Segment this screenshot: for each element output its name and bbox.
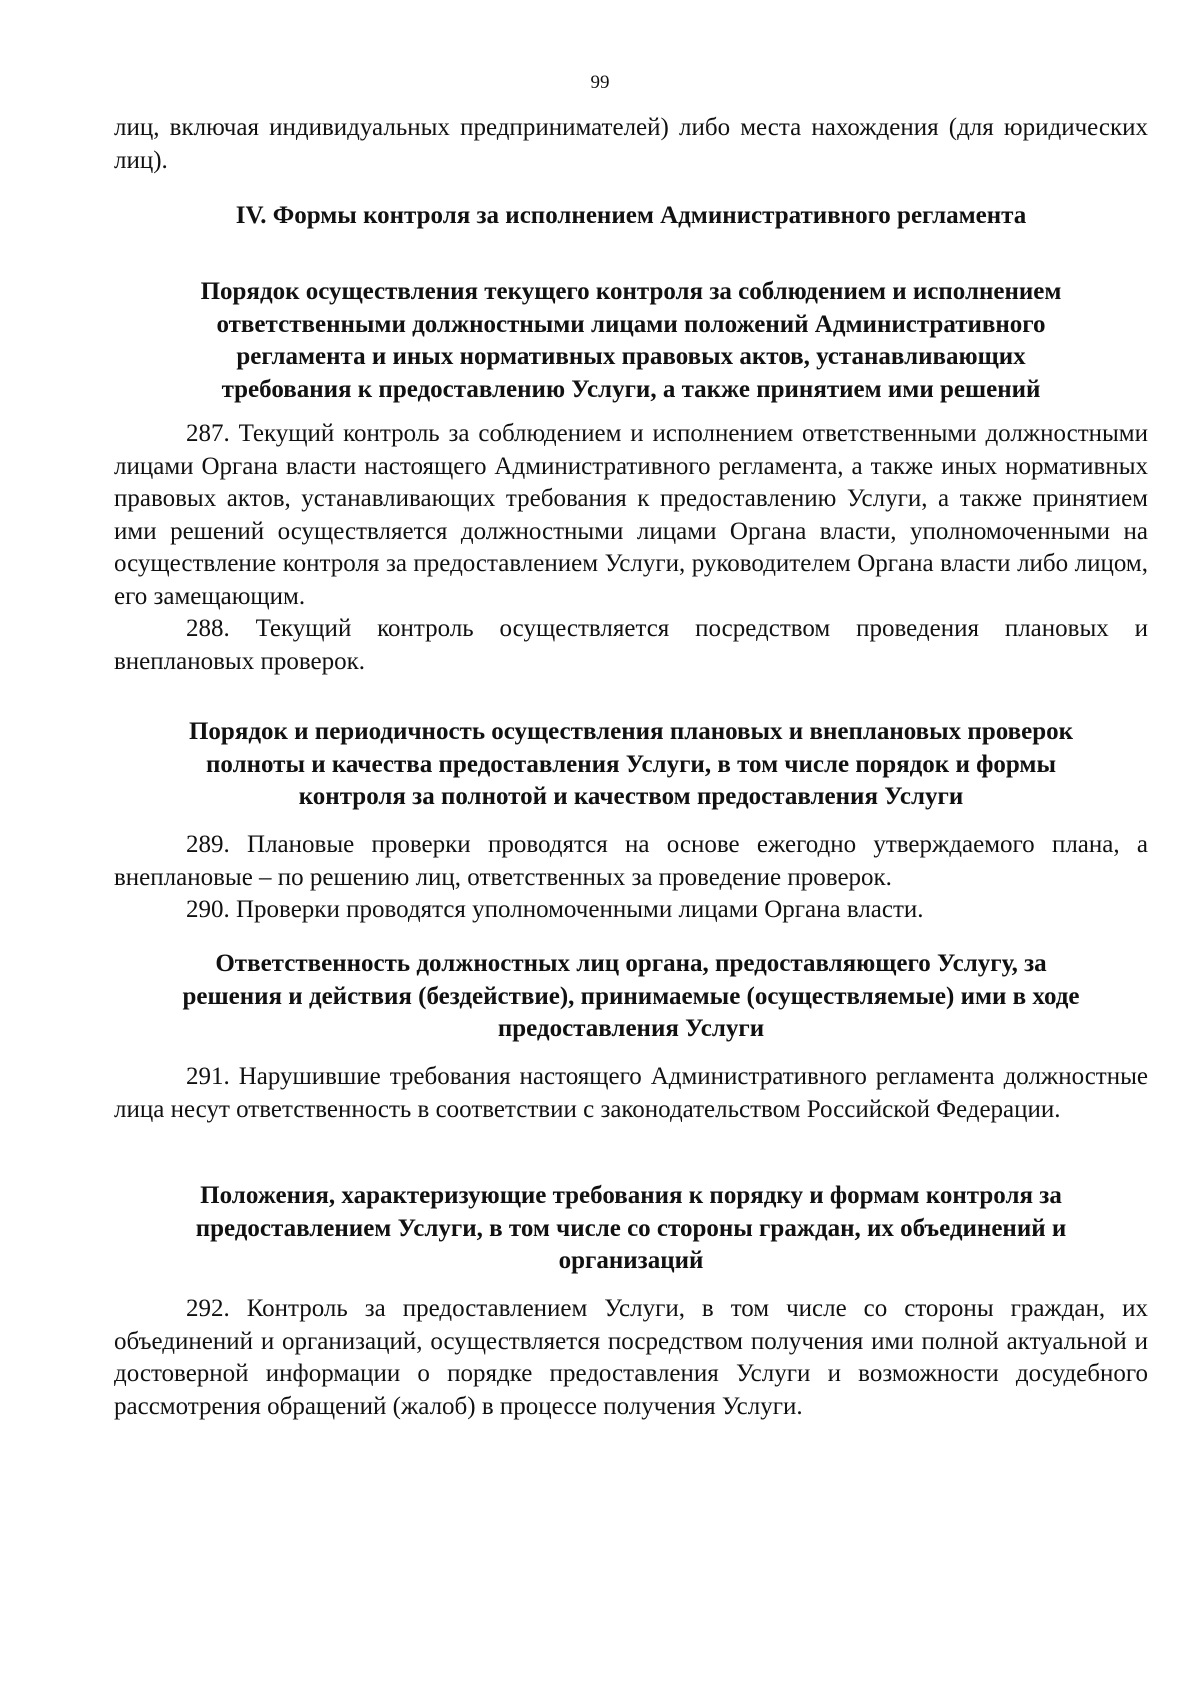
subsection-heading	[114, 716, 1148, 814]
section-title: IV. Формы контроля за исполнением Административного регламента	[235, 202, 1027, 229]
subsection-2	[114, 716, 1148, 814]
paragraph-287: 287. Текущий контроль за соблюдением и исполнением ответственными должностными лицами Органа власти настоящего Административного регламента, а также иных нормативных правовых актов, устанавливающих требования к предоставлению Услуги, а также принятием ими решений осуществляется должностными лицами Органа власти, уполномоченными на осуществление контроля за предоставлением Услуги, руководителем Органа власти либо лицом, его замещающим.	[114, 420, 1148, 610]
heading-line: Положения, характеризующие требования к порядку и формам контроля за	[200, 1182, 1062, 1209]
section-title-block	[114, 200, 1148, 233]
subsection-1-body	[114, 418, 1148, 678]
paragraph-289: 289. Плановые проверки проводятся на основе ежегодно утверждаемого плана, а внеплановые – по решению лиц, ответственных за проведение проверок.	[114, 831, 1148, 891]
heading-line: Ответственность должностных лиц органа, предоставляющего Услугу, за	[215, 950, 1047, 977]
subsection-1	[114, 276, 1148, 406]
subsection-4	[114, 1180, 1148, 1278]
paragraph-288: 288. Текущий контроль осуществляется посредством проведения плановых и внеплановых проверок.	[114, 615, 1148, 675]
subsection-3	[114, 948, 1148, 1046]
page-number: 99	[590, 72, 610, 93]
heading-line: предоставления Услуги	[497, 1015, 765, 1042]
heading-line: контроля за полнотой и качеством предоставления Услуги	[298, 783, 964, 810]
subsection-2-body	[114, 829, 1148, 927]
heading-line: требования к предоставлению Услуги, а также принятием ими решений	[221, 375, 1041, 403]
subsection-3-body	[114, 1061, 1148, 1126]
paragraph-292: 292. Контроль за предоставлением Услуги, в том числе со стороны граждан, их объединений и организаций, осуществляется посредством получения ими полной актуальной и достоверной информации о порядке предоставления Услуги и возможности досудебного рассмотрения обращений (жалоб) в процессе получения Услуги.	[114, 1295, 1148, 1420]
subsection-heading	[114, 276, 1148, 406]
paragraph-291: 291. Нарушившие требования настоящего Административного регламента должностные лица несут ответственность в соответствии с законодательством Российской Федерации.	[114, 1063, 1148, 1123]
heading-line: Порядок осуществления текущего контроля за соблюдением и исполнением	[200, 278, 1062, 305]
heading-line: предоставлением Услуги, в том числе со стороны граждан, их объединений и	[195, 1214, 1067, 1242]
subsection-heading	[114, 948, 1148, 1046]
intro-paragraph: лиц, включая индивидуальных предпринимателей) либо места нахождения (для юридических лиц).	[114, 114, 1148, 174]
intro-block	[114, 112, 1148, 177]
heading-line: полноты и качества предоставления Услуги, в том числе порядок и формы	[206, 750, 1056, 778]
subsection-heading	[114, 1180, 1148, 1278]
subsection-4-body	[114, 1293, 1148, 1423]
heading-line: решения и действия (бездействие), принимаемые (осуществляемые) ими в ходе	[182, 982, 1080, 1010]
paragraph-290: 290. Проверки проводятся уполномоченными лицами Органа власти.	[186, 896, 924, 923]
heading-line: организаций	[558, 1247, 704, 1274]
heading-line: Порядок и периодичность осуществления плановых и внеплановых проверок	[188, 718, 1074, 745]
heading-line: регламента и иных нормативных правовых актов, устанавливающих	[236, 343, 1026, 370]
heading-line: ответственными должностными лицами положений Административного	[216, 310, 1046, 338]
